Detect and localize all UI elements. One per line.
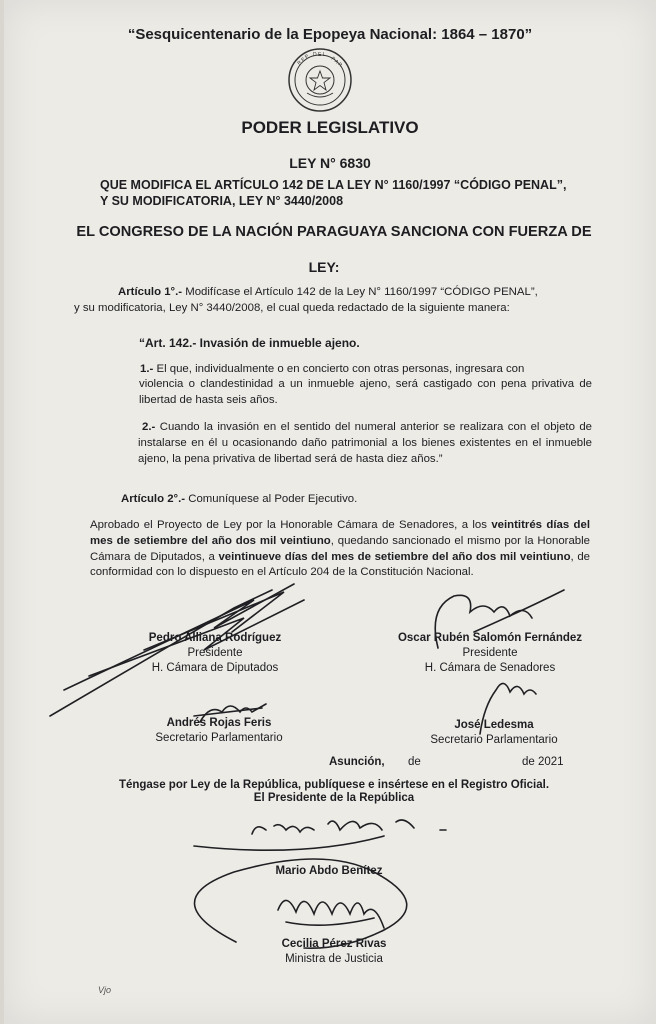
article-1-label: Artículo 1°.- — [118, 286, 183, 298]
numeral-2-text: Cuando la invasión en el sentido del numeral anterior se realizara con el objeto de instalarse en él u ocasionando daño patrimonial a los bienes existentes en el inmueble ajeno, la pena privativa de libertad será de hasta diez años.” — [138, 421, 592, 465]
article-1-text: Modifícase el Artículo 142 de la Ley N° 1160/1997 “CÓDIGO PENAL”, — [185, 286, 538, 298]
motto-header: “Sesquicentenario de la Epopeya Nacional: 1864 – 1870” — [127, 26, 533, 43]
enactment-formula-ley: LEY: — [308, 259, 340, 275]
signatory-role: Secretario Parlamentario — [430, 734, 558, 746]
subtitle-line-1: QUE MODIFICA EL ARTÍCULO 142 DE LA LEY N° 1160/1997 “CÓDIGO PENAL”, — [100, 178, 567, 192]
enactment-formula: EL CONGRESO DE LA NACIÓN PARAGUAYA SANCIONA CON FUERZA DE — [76, 224, 592, 240]
promulgation-order-line-2: El Presidente de la República — [253, 792, 415, 804]
svg-text:P A R: P A R — [329, 55, 344, 69]
handwritten-signatures-icon — [4, 0, 656, 1024]
approval-text-a: Aprobado el Proyecto de Ley por la Honorable Cámara de Senadores, a los — [90, 519, 492, 531]
article-2-label: Artículo 2°.- — [121, 493, 186, 505]
signatory-role: Presidente — [462, 647, 518, 659]
promulgation-order-line-1: Téngase por Ley de la República, publíquese e insértese en el Registro Oficial. — [118, 779, 550, 791]
institution-title: PODER LEGISLATIVO — [241, 118, 419, 137]
numeral-1-text-a: El que, individualmente o en concierto con otras personas, ingresara con — [156, 363, 525, 375]
signatory-name: Mario Abdo Benítez — [275, 865, 383, 877]
promulgation-city: Asunción, — [329, 756, 385, 768]
signatory-role: Ministra de Justicia — [285, 953, 383, 965]
law-number: LEY N° 6830 — [289, 155, 371, 171]
signatory-org: H. Cámara de Diputados — [151, 662, 279, 674]
approval-text-c: , quedando sancionado el mismo por la Honorable Cámara de Diputados, a — [90, 534, 590, 563]
promulgation-de: de — [408, 756, 421, 768]
approval-text-e: , de conformidad con lo dispuesto en el Artículo 204 de la Constitución Nacional. — [90, 550, 591, 579]
svg-text:D E L: D E L — [313, 52, 326, 58]
svg-text:R E P: R E P — [296, 53, 311, 67]
article-2-text: Comuníquese al Poder Ejecutivo. — [188, 493, 358, 505]
signatory-name: Pedro Alliana Rodríguez — [148, 632, 282, 644]
signatory-role: Secretario Parlamentario — [155, 732, 283, 744]
document-page — [4, 0, 656, 1024]
article-1-continued: y su modificatoria, Ley N° 3440/2008, el cual queda redactado de la siguiente manera: — [74, 302, 510, 314]
signatory-name: Cecilia Pérez Rivas — [281, 938, 387, 950]
approval-deputies-date: veintinueve días del mes de setiembre del año dos mil veintiuno — [218, 550, 571, 563]
subtitle-line-2: Y SU MODIFICATORIA, LEY N° 3440/2008 — [100, 194, 344, 208]
signatory-name: José Ledesma — [454, 719, 534, 731]
signatory-name: Oscar Rubén Salomón Fernández — [397, 632, 583, 644]
numeral-2-label: 2.- — [142, 421, 156, 433]
footer-initials: Vjo — [98, 985, 112, 995]
signatory-name: Andrés Rojas Feris — [166, 717, 272, 729]
numeral-1-continued: violencia o clandestinidad a un inmueble ajeno, será castigado con pena privativa de libertad de hasta seis años. — [139, 378, 592, 406]
signatory-role: Presidente — [187, 647, 243, 659]
article-142-title: “Art. 142.- Invasión de inmueble ajeno. — [139, 336, 360, 350]
numeral-1-label: 1.- — [140, 363, 154, 375]
approval-senate-date: veintitrés días del mes de setiembre del año dos mil veintiuno — [90, 519, 590, 547]
signatory-org: H. Cámara de Senadores — [424, 662, 556, 674]
promulgation-year: de 2021 — [522, 756, 564, 768]
